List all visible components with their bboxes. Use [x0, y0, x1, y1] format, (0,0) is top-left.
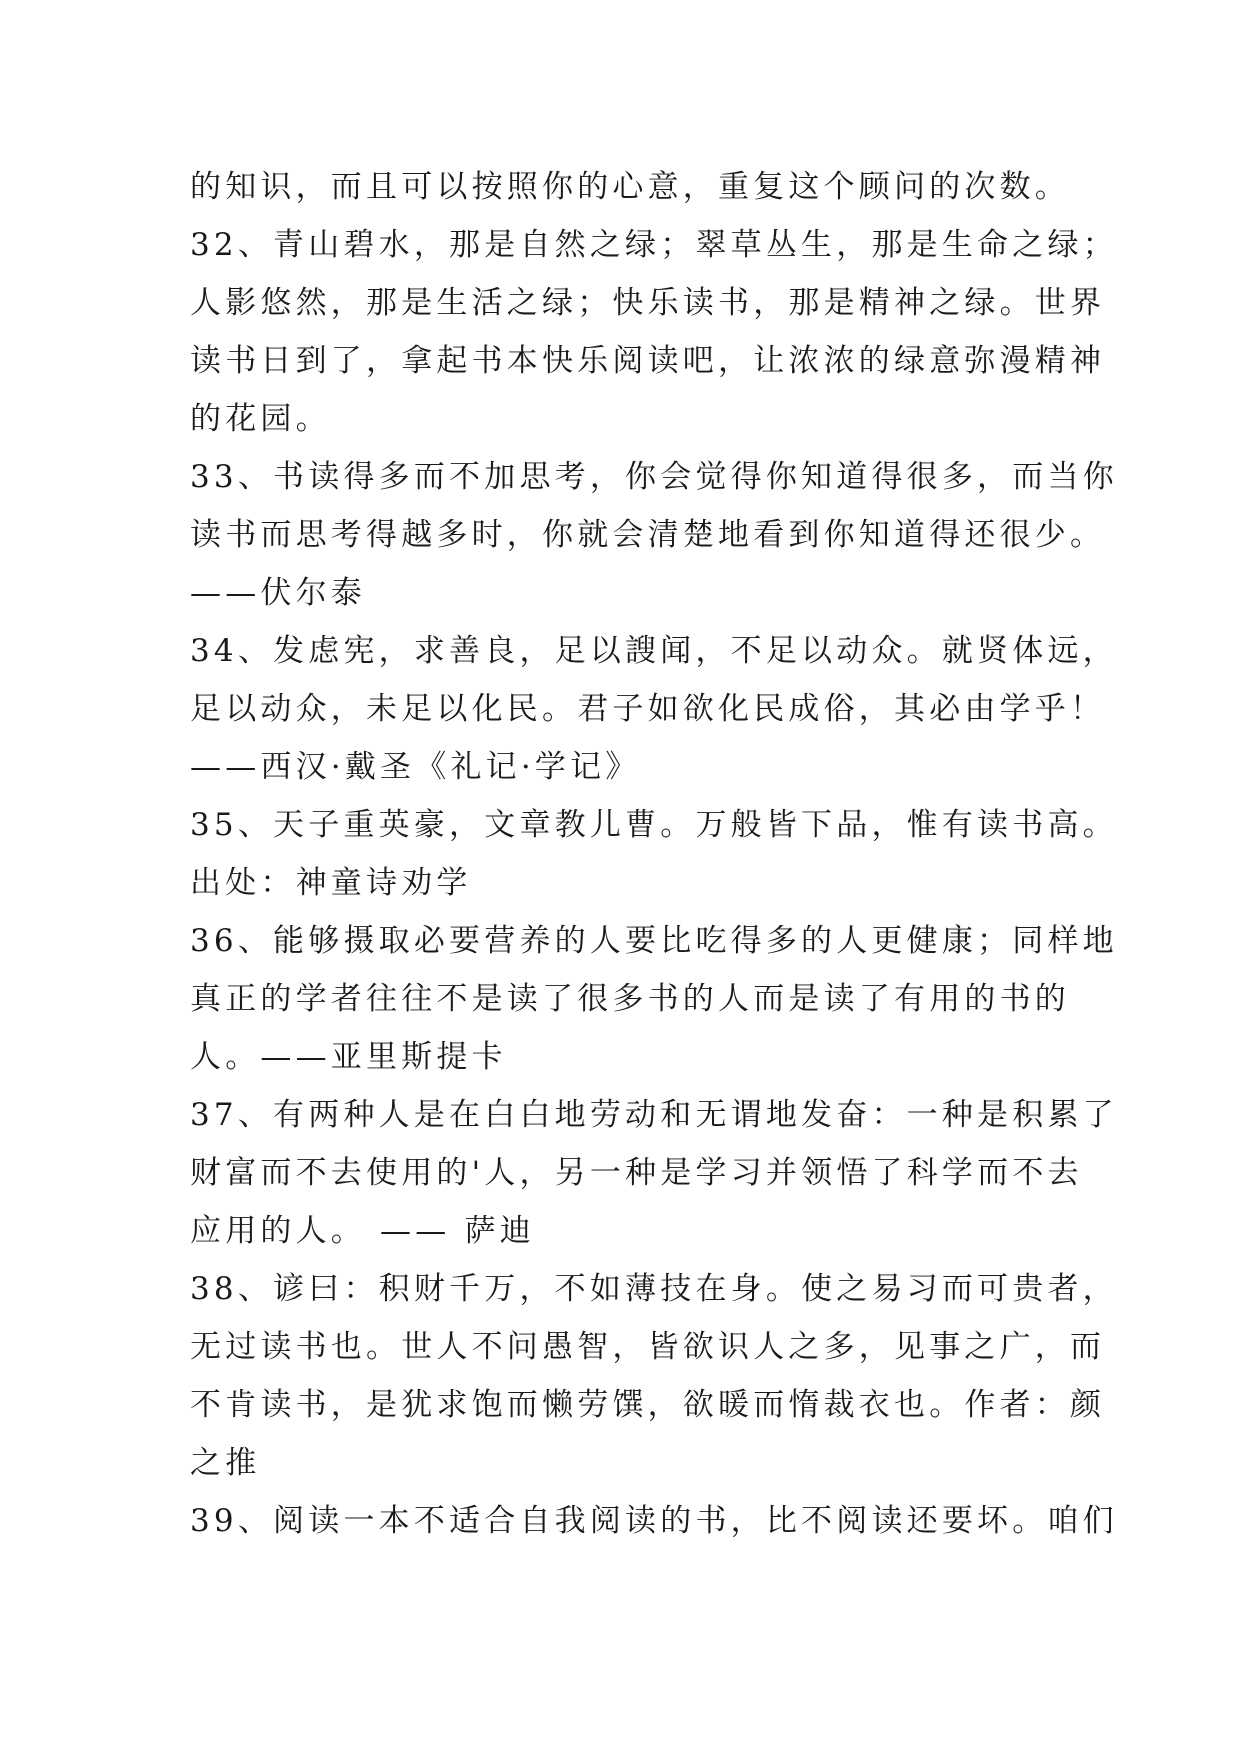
text-line: 无过读书也。世人不问愚智，皆欲识人之多，见事之广，而 [190, 1329, 1106, 1365]
text-line: 36、能够摄取必要营养的人要比吃得多的人更健康；同样地 [190, 923, 1118, 959]
text-line: 财富而不去使用的'人，另一种是学习并领悟了科学而不去 [190, 1155, 1083, 1191]
text-line: 39、阅读一本不适合自我阅读的书，比不阅读还要坏。咱们 [190, 1503, 1118, 1539]
text-line: ——伏尔泰 [190, 575, 366, 611]
text-line: 33、书读得多而不加思考，你会觉得你知道得很多，而当你 [190, 459, 1118, 495]
text-line: 人。——亚里斯提卡 [190, 1039, 507, 1075]
text-line: 不肯读书，是犹求饱而懒劳馔，欲暖而惰裁衣也。作者：颜 [190, 1387, 1106, 1423]
text-line: 之推 [190, 1445, 261, 1481]
text-line: 读书日到了，拿起书本快乐阅读吧，让浓浓的绿意弥漫精神 [190, 343, 1106, 379]
text-line: 出处：神童诗劝学 [190, 865, 472, 901]
text-line: 35、天子重英豪，文章教儿曹。万般皆下品，惟有读书高。 [190, 807, 1118, 843]
text-line: ——西汉·戴圣《礼记·学记》 [190, 749, 641, 785]
text-line: 38、谚曰：积财千万，不如薄技在身。使之易习而可贵者， [190, 1271, 1118, 1307]
text-line: 人影悠然，那是生活之绿；快乐读书，那是精神之绿。世界 [190, 285, 1106, 321]
text-line: 读书而思考得越多时，你就会清楚地看到你知道得还很少。 [190, 517, 1106, 553]
text-line: 足以动众，未足以化民。君子如欲化民成俗，其必由学乎！ [190, 691, 1106, 727]
text-line: 真正的学者往往不是读了很多书的人而是读了有用的书的 [190, 981, 1070, 1017]
text-line: 的知识，而且可以按照你的心意，重复这个顾问的次数。 [190, 169, 1070, 205]
text-line: 的花园。 [190, 401, 331, 437]
document-body [190, 158, 1118, 1550]
text-line: 32、青山碧水，那是自然之绿；翠草丛生，那是生命之绿； [190, 227, 1118, 263]
text-line: 37、有两种人是在白白地劳动和无谓地发奋：一种是积累了 [190, 1097, 1118, 1133]
text-line: 应用的人。 —— 萨迪 [190, 1213, 535, 1249]
text-line: 34、发虑宪，求善良，足以謏闻，不足以动众。就贤体远， [190, 633, 1118, 669]
